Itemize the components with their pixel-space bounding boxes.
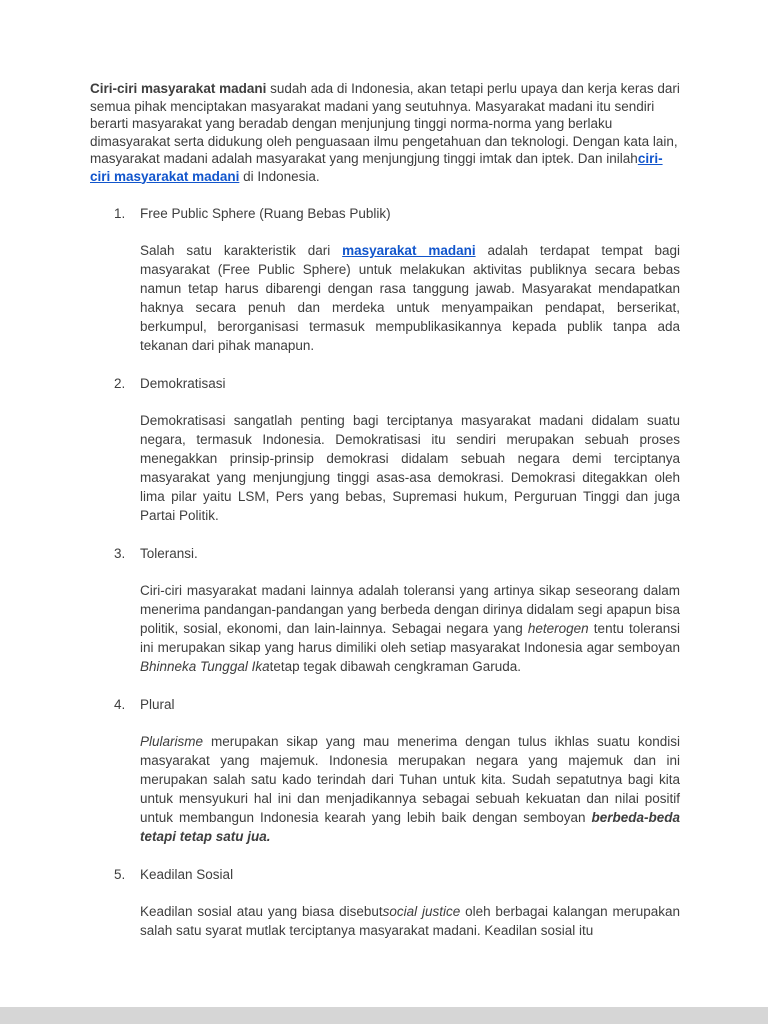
item-number: 2.: [114, 376, 126, 391]
item-heading: [90, 545, 680, 563]
list-item: [90, 696, 680, 846]
item-paragraph: [140, 411, 680, 525]
intro-paragraph: [90, 80, 680, 185]
item-title: Free Public Sphere (Ruang Bebas Publik): [140, 206, 391, 221]
text-segment: berbeda-beda tetapi tetap satu jua.: [140, 810, 680, 844]
item-heading: [90, 205, 680, 223]
text-segment: sudah ada di Indonesia, akan tetapi perlu upaya dan kerja keras dari semua pihak menciptakan masyarakat madani yang seutuhnya. Masyarakat madani itu sendiri berarti masyarakat yang beradab dengan menjunjung tinggi norma-norma yang berlaku dimasyarakat serta didukung oleh penguasaan ilmu pengetahuan dan teknologi. Dengan kata lain, masyarakat madani adalah masyarakat yang menjungjung tinggi imtak dan iptek. Dan inilah: [90, 81, 680, 166]
text-segment: heterogen: [527, 621, 589, 636]
text-segment: tentu toleransi ini merupakan sikap yang harus dimiliki oleh setiap masyarakat Indonesia agar semboyan: [140, 621, 681, 655]
text-segment: social justice: [382, 904, 461, 919]
item-paragraph: [140, 241, 680, 355]
text-segment: Demokratisasi sangatlah penting bagi terciptanya masyarakat madani didalam suatu negara, termasuk Indonesia. Demokratisasi itu sendiri merupakan sebuah proses menegakkan prinsip-prinsip demokrasi didalam sebuah negara demi terciptanya masyarakat yang menjungjung tinggi asas-asa demokrasi. Demokrasi ditegakkan oleh lima pilar yaitu LSM, Pers yang bebas, Supremasi hukum, Perguruan Tinggi dan juga Partai Politik.: [140, 413, 680, 523]
text-segment: Salah satu karakteristik dari: [140, 243, 343, 258]
text-segment: Plularisme: [140, 734, 204, 749]
text-segment: Keadilan sosial atau yang biasa disebut: [140, 904, 383, 919]
item-heading: [90, 866, 680, 884]
page-gap: [0, 1007, 768, 1024]
item-title: Demokratisasi: [140, 376, 226, 391]
text-segment: merupakan sikap yang mau menerima dengan tulus ikhlas suatu kondisi masyarakat yang majemuk. Indonesia merupakan negara yang majemuk dan ini merupakan salah satu kado terindah dari Tuhan untuk kita. Sudah sepatutnya bagi kita untuk mensyukuri hal ini dan menjadikannya sebagai sebuah kekuatan dan nilai positif untuk membangun Indonesia kearah yang lebih baik dengan semboyan: [140, 734, 680, 825]
text-segment: di Indonesia.: [239, 168, 320, 184]
numbered-list: [90, 205, 680, 940]
item-number: 5.: [114, 867, 126, 882]
item-number: 4.: [114, 697, 126, 712]
list-item: [90, 866, 680, 940]
item-number: 1.: [114, 206, 126, 221]
text-segment: Ciri-ciri masyarakat madani: [90, 81, 267, 96]
text-segment: Ciri-ciri masyarakat madani lainnya adalah toleransi yang artinya sikap seseorang dalam menerima pandangan-pandangan yang berbeda dengan dirinya didalam segi apapun bisa politik, sosial, ekonomi, dan lain-lainnya. Sebagai negara yang: [140, 583, 680, 636]
item-paragraph: [140, 581, 680, 676]
item-title: Plural: [140, 697, 175, 712]
text-segment: adalah terdapat tempat bagi masyarakat (Free Public Sphere) untuk melakukan aktivitas publiknya secara bebas namun tetap harus dibarengi dengan rasa tanggung jawab. Masyarakat mendapatkan haknya secara penuh dan merdeka untuk menyampaikan pendapat, berserikat, berkumpul, berorganisasi termasuk mempublikasikannya kepada publik tanpa ada tekanan dari pihak manapun.: [140, 243, 681, 353]
list-item: [90, 545, 680, 676]
list-item: [90, 375, 680, 525]
text-segment: Bhinneka Tunggal Ika: [140, 659, 270, 674]
item-paragraph: [140, 902, 680, 940]
item-number: 3.: [114, 546, 126, 561]
item-title: Keadilan Sosial: [140, 867, 234, 882]
item-title: Toleransi.: [140, 546, 198, 561]
list-item: [90, 205, 680, 355]
item-heading: [90, 696, 680, 714]
text-segment: oleh berbagai kalangan merupakan salah satu syarat mutlak terciptanya masyarakat madani. Keadilan sosial itu: [140, 904, 680, 938]
text-segment: tetap tegak dibawah cengkraman Garuda.: [269, 659, 522, 674]
item-heading: [90, 375, 680, 393]
inline-link[interactable]: ciri-ciri masyarakat madani: [90, 151, 663, 184]
inline-link[interactable]: masyarakat madani: [342, 243, 476, 258]
item-paragraph: [140, 732, 680, 846]
